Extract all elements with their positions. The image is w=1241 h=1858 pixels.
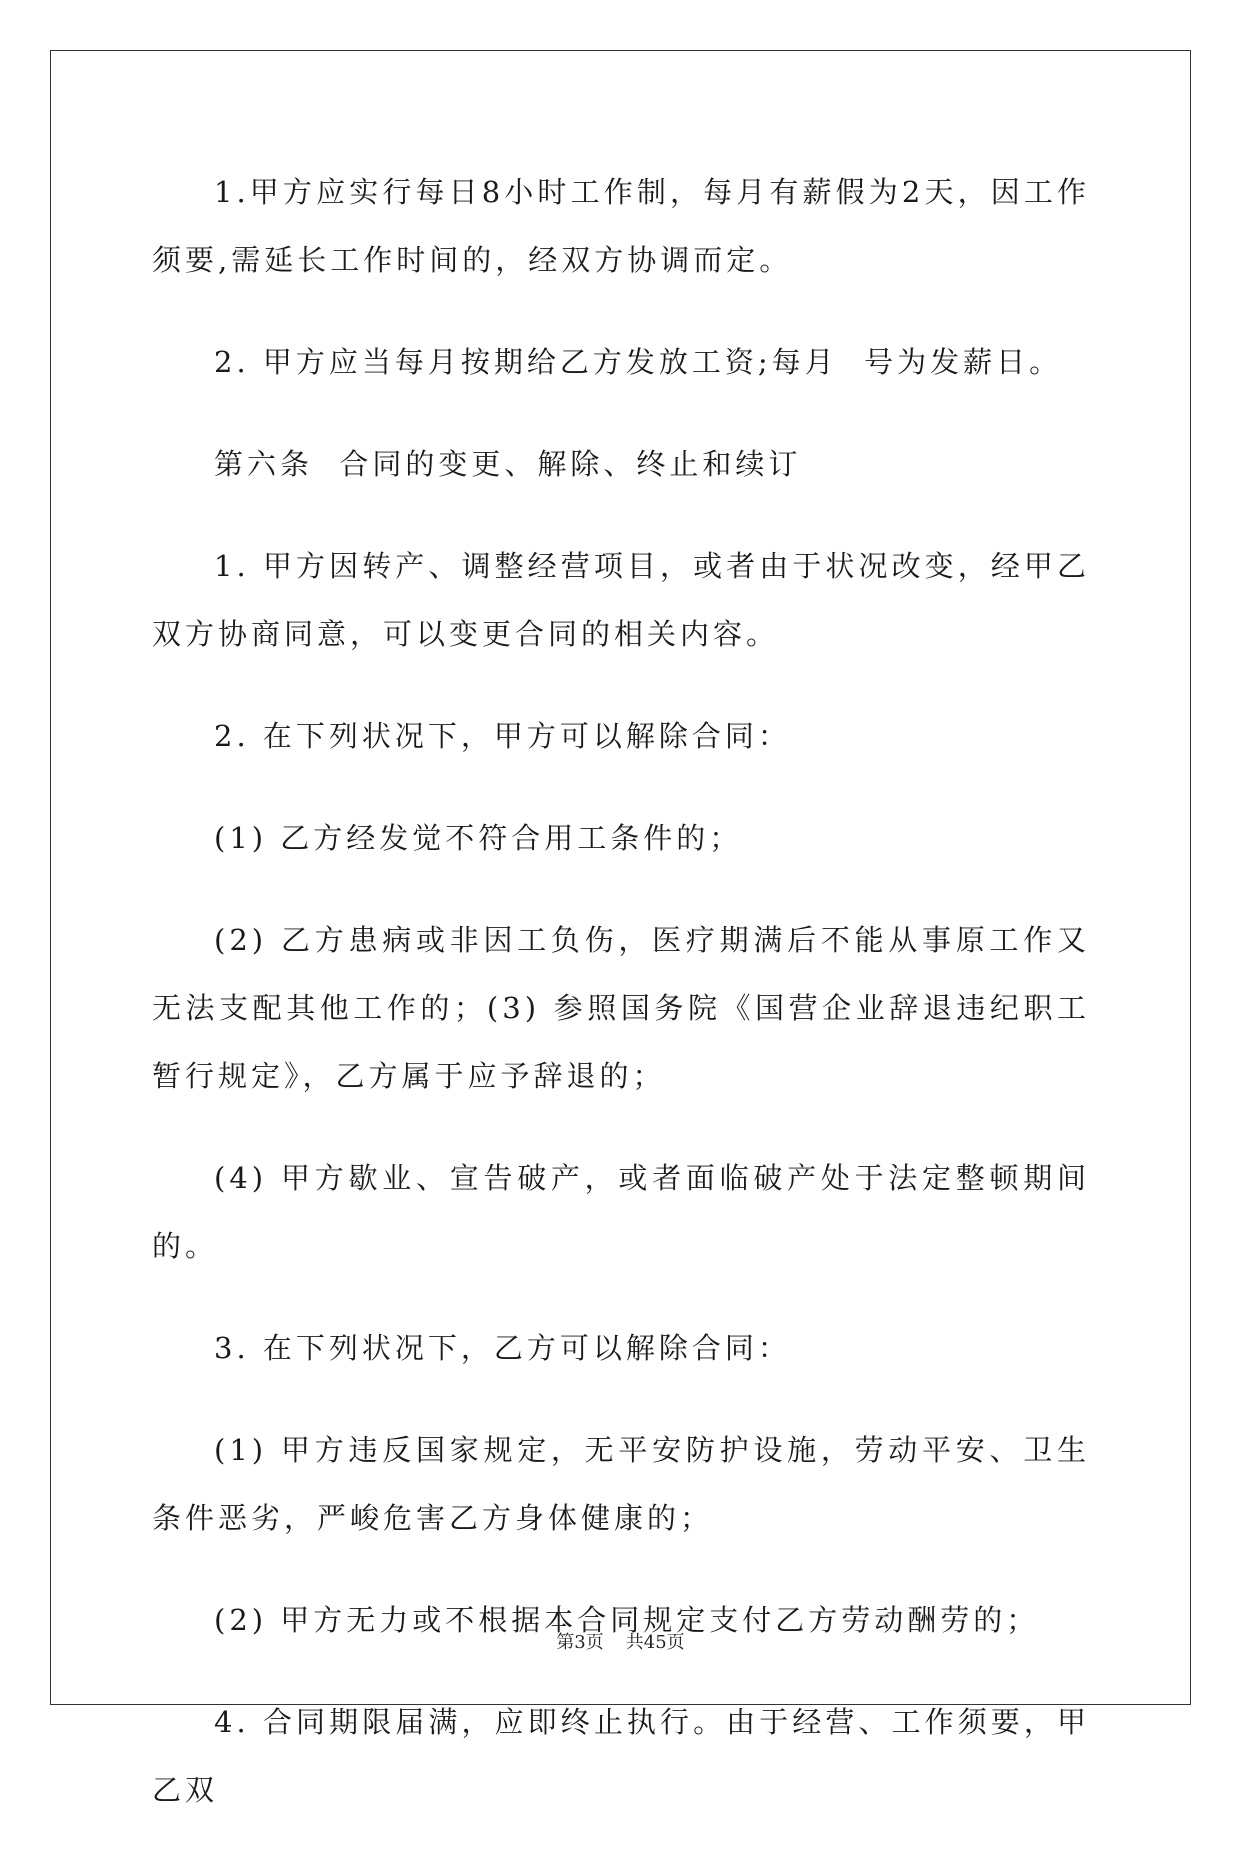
paragraph-contract-expiry: 4. 合同期限届满，应即终止执行。由于经营、工作须要，甲乙双 — [152, 1705, 1090, 1807]
list-item-a1: (1) 乙方经发觉不符合用工条件的； — [214, 821, 743, 855]
list-item-a2-a3: (2) 乙方患病或非因工负伤，医疗期满后不能从事原工作又无法支配其他工作的；(3) 参照国务院《国营企业辞退违纪职工暂行规定》，乙方属于应予辞退的； — [152, 923, 1090, 1093]
list-item-b2: (2) 甲方无力或不根据本合同规定支付乙方劳动酬劳的； — [214, 1603, 1040, 1637]
document-body — [152, 158, 1090, 1858]
paragraph-contract-change: 1. 甲方因转产、调整经营项目，或者由于状况改变，经甲乙双方协商同意，可以变更合同的相关内容。 — [152, 549, 1090, 651]
page-number: 第3页 — [556, 1632, 604, 1653]
page-footer — [0, 1628, 1241, 1654]
paragraph-party-b-termination: 3. 在下列状况下，乙方可以解除合同： — [214, 1331, 791, 1365]
section-heading-article-6: 第六条 合同的变更、解除、终止和续订 — [214, 447, 802, 481]
paragraph-work-hours: 1.甲方应实行每日8小时工作制，每月有薪假为2天，因工作须要,需延长工作时间的，经双方协调而定。 — [152, 175, 1090, 277]
list-item-a4: (4) 甲方歇业、宣告破产，或者面临破产处于法定整顿期间的。 — [152, 1161, 1090, 1263]
paragraph-party-a-termination: 2. 在下列状况下，甲方可以解除合同： — [214, 719, 791, 753]
total-pages: 共45页 — [625, 1632, 685, 1653]
paragraph-salary-day: 2. 甲方应当每月按期给乙方发放工资;每月 号为发薪日。 — [214, 345, 1063, 379]
list-item-b1: (1) 甲方违反国家规定，无平安防护设施，劳动平安、卫生条件恶劣，严峻危害乙方身体健康的； — [152, 1433, 1090, 1535]
